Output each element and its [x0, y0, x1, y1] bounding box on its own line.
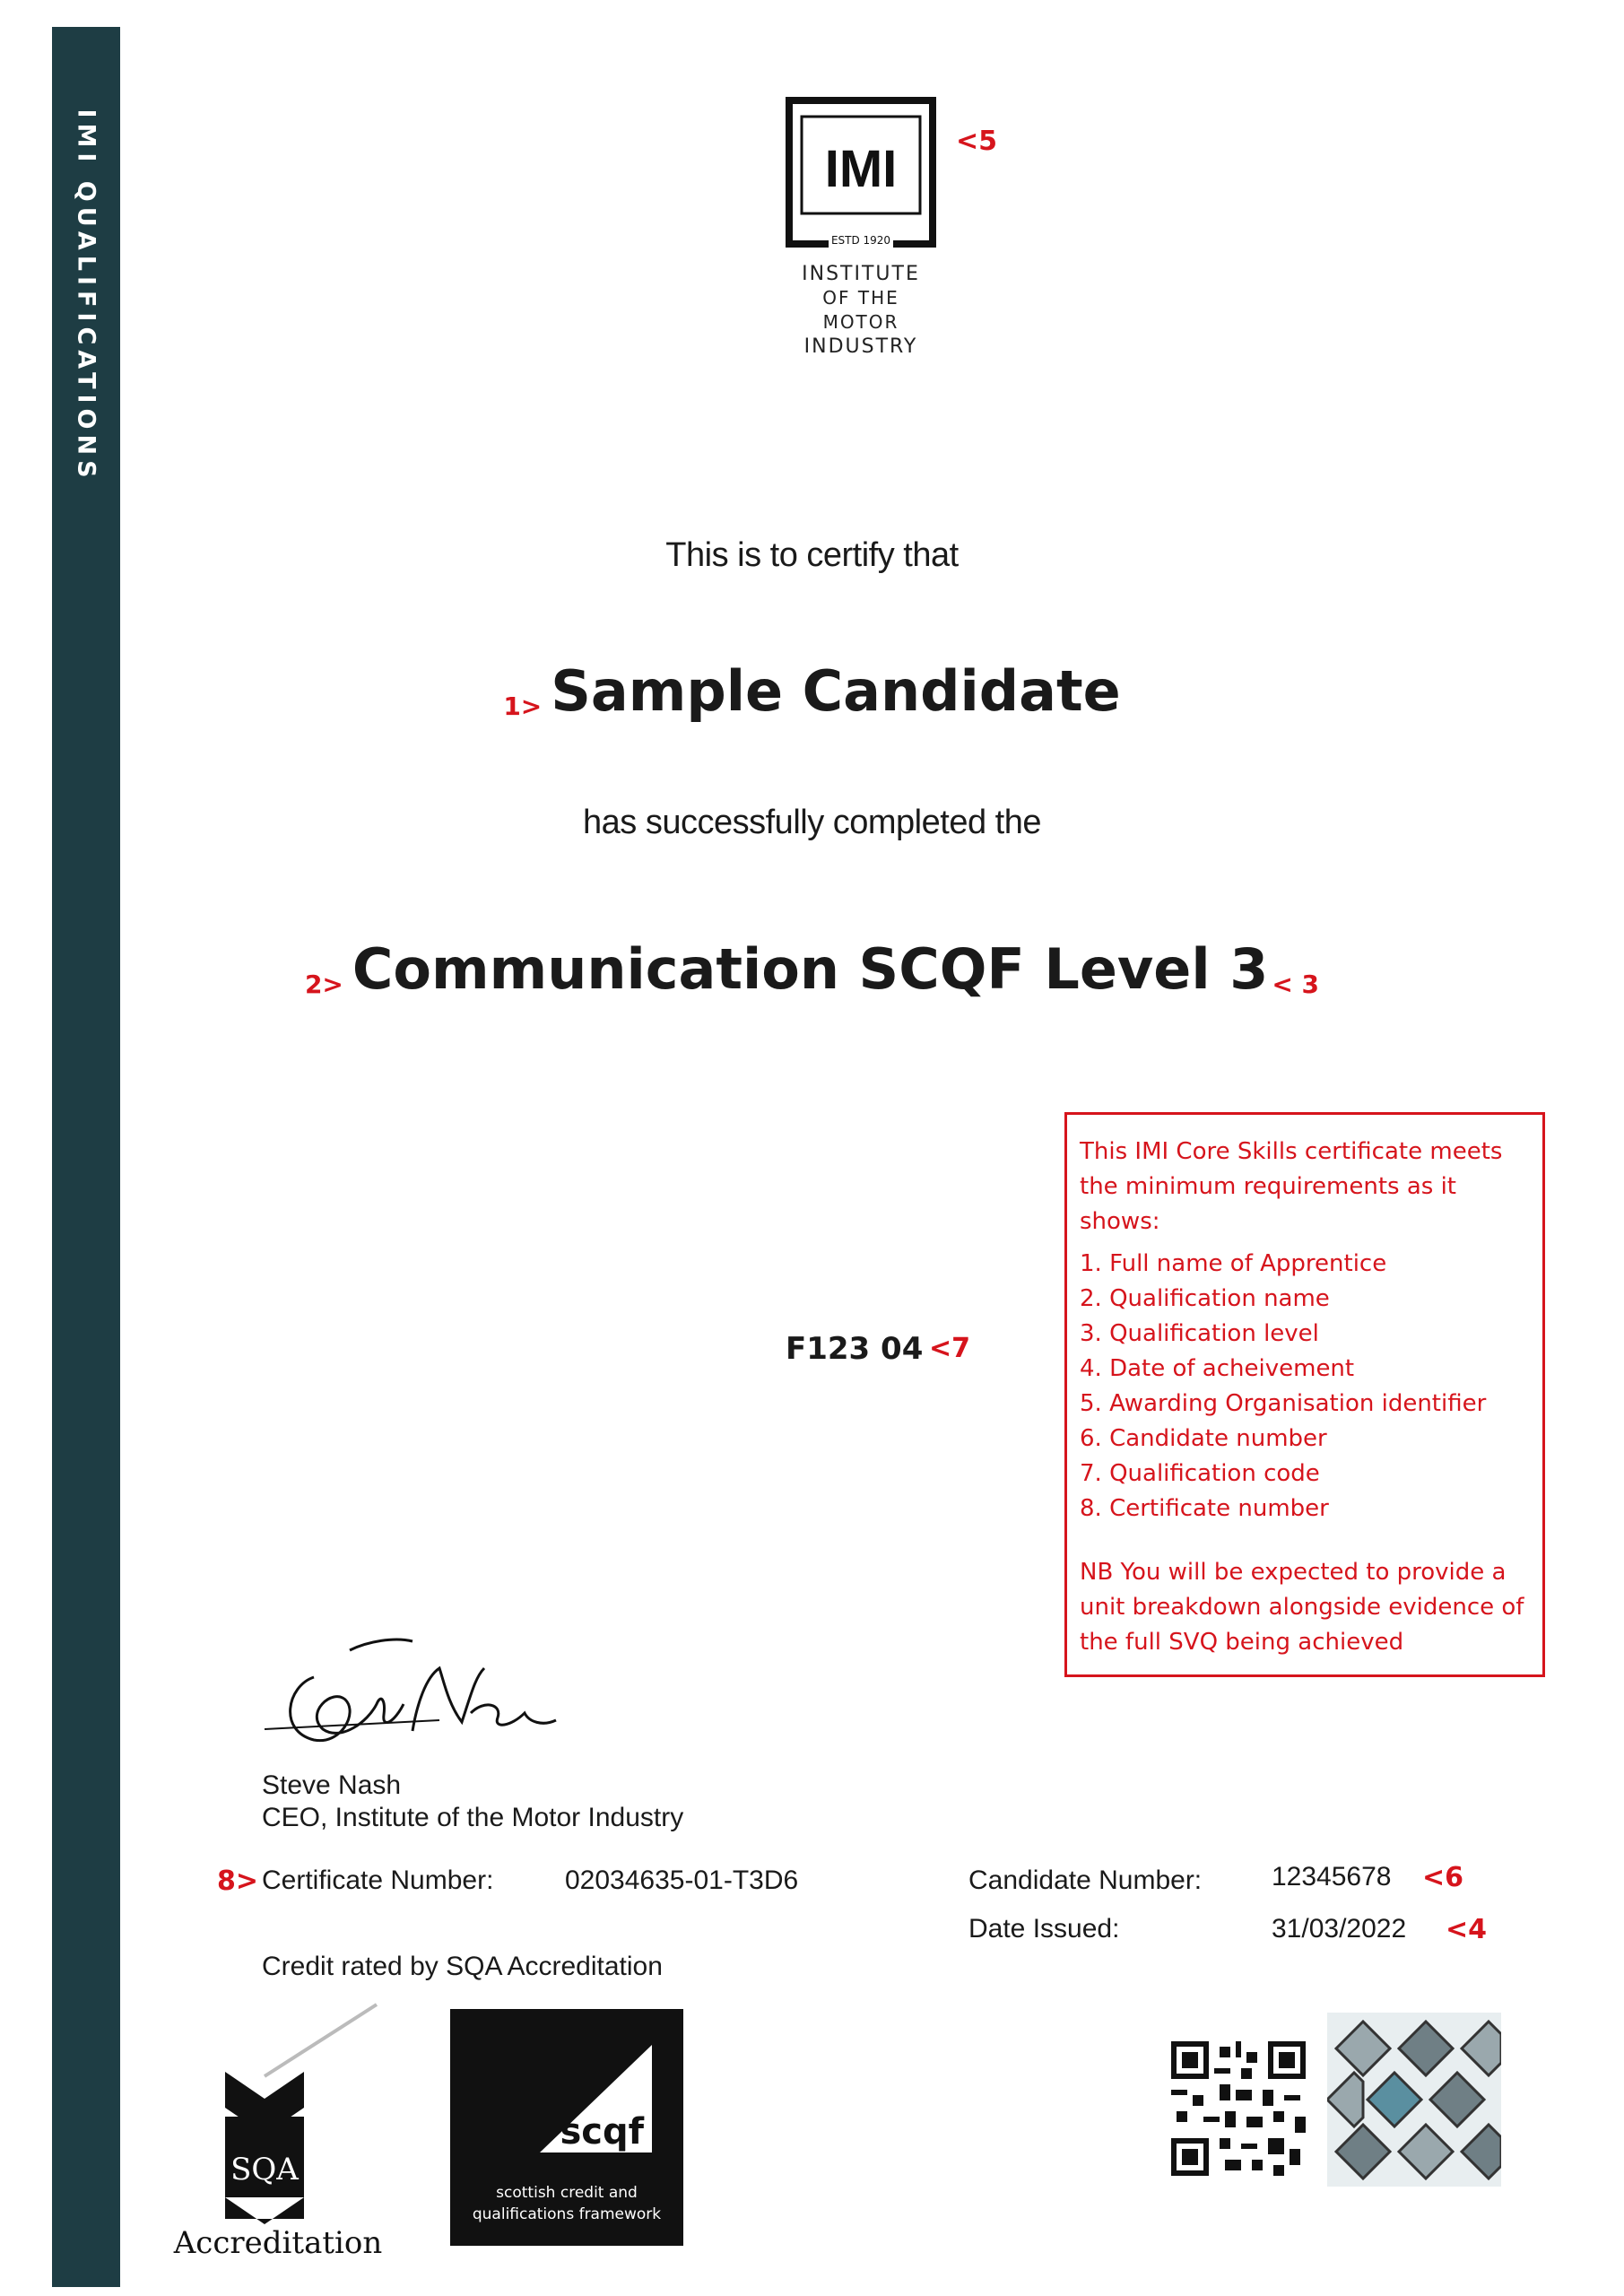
marker-1: 1>: [503, 691, 543, 722]
scqf-logo: [450, 2009, 683, 2246]
candidate-name: Sample Candidate: [551, 658, 1121, 724]
note-item: 1. Full name of Apprentice: [1080, 1250, 1387, 1277]
certificate-number-label: Certificate Number:: [262, 1866, 494, 1895]
qualification-line: [0, 936, 1624, 1002]
completed-text: has successfully completed the: [583, 804, 1041, 841]
candidate-number-label: Candidate Number:: [968, 1866, 1203, 1895]
marker-3: < 3: [1272, 970, 1320, 1000]
sidebar-label: IMI QUALIFICATIONS: [72, 109, 100, 483]
signatory-title: CEO, Institute of the Motor Industry: [262, 1803, 684, 1832]
note-item: 4. Date of acheivement: [1080, 1355, 1355, 1382]
candidate-number: 12345678: [1272, 1862, 1392, 1892]
certify-intro: This is to certify that: [665, 536, 959, 574]
date-issued-label: Date Issued:: [968, 1914, 1120, 1944]
scqf-mark: scqf: [560, 2111, 644, 2152]
note-nb: NB You will be expected to provide a unit breakdown alongside evidence of the full SVQ being achieved: [1080, 1559, 1524, 1656]
sqa-accreditation-logo: [166, 2000, 390, 2260]
qr-code: [1171, 2041, 1306, 2176]
marker-4: <4: [1446, 1914, 1488, 1945]
imi-logo-est: ESTD 1920: [830, 234, 891, 247]
signatory-name: Steve Nash: [262, 1770, 402, 1800]
note-item: 2. Qualification name: [1080, 1285, 1330, 1312]
note-item: 8. Certificate number: [1080, 1495, 1329, 1522]
svg-text:scottish credit and: scottish credit and: [496, 2184, 638, 2202]
sqa-mark: SQA: [230, 2152, 299, 2187]
note-list: [1080, 1247, 1530, 1526]
hologram-seal: [1327, 2013, 1501, 2187]
marker-8: 8>: [217, 1866, 259, 1897]
marker-5: <5: [956, 126, 998, 157]
qualification-name: Communication SCQF Level 3: [352, 936, 1269, 1002]
imi-logo-text: INSTITUTE OF THE MOTOR INDUSTRY: [802, 263, 920, 358]
note-item: 6. Candidate number: [1080, 1425, 1327, 1452]
note-item: 5. Awarding Organisation identifier: [1080, 1390, 1487, 1417]
marker-6: <6: [1422, 1862, 1464, 1893]
imi-logo: [786, 97, 936, 249]
marker-7: <7: [929, 1333, 971, 1364]
credit-text: Credit rated by SQA Accreditation: [262, 1952, 663, 1981]
note-item: 3. Qualification level: [1080, 1320, 1319, 1347]
svg-text:qualifications framework: qualifications framework: [472, 2205, 662, 2223]
signature: [260, 1614, 583, 1767]
marker-2: 2>: [304, 970, 343, 1000]
requirements-note: [1064, 1112, 1545, 1677]
sqa-label: Accreditation: [173, 2225, 383, 2260]
certificate-number: 02034635-01-T3D6: [565, 1866, 799, 1895]
note-intro: This IMI Core Skills certificate meets the minimum requirements as it shows:: [1080, 1138, 1503, 1235]
imi-logo-mark: IMI: [824, 140, 898, 198]
date-issued: 31/03/2022: [1272, 1914, 1407, 1944]
note-item: 7. Qualification code: [1080, 1460, 1320, 1487]
candidate-line: [0, 658, 1624, 724]
qualification-code: F123 04: [786, 1331, 924, 1367]
